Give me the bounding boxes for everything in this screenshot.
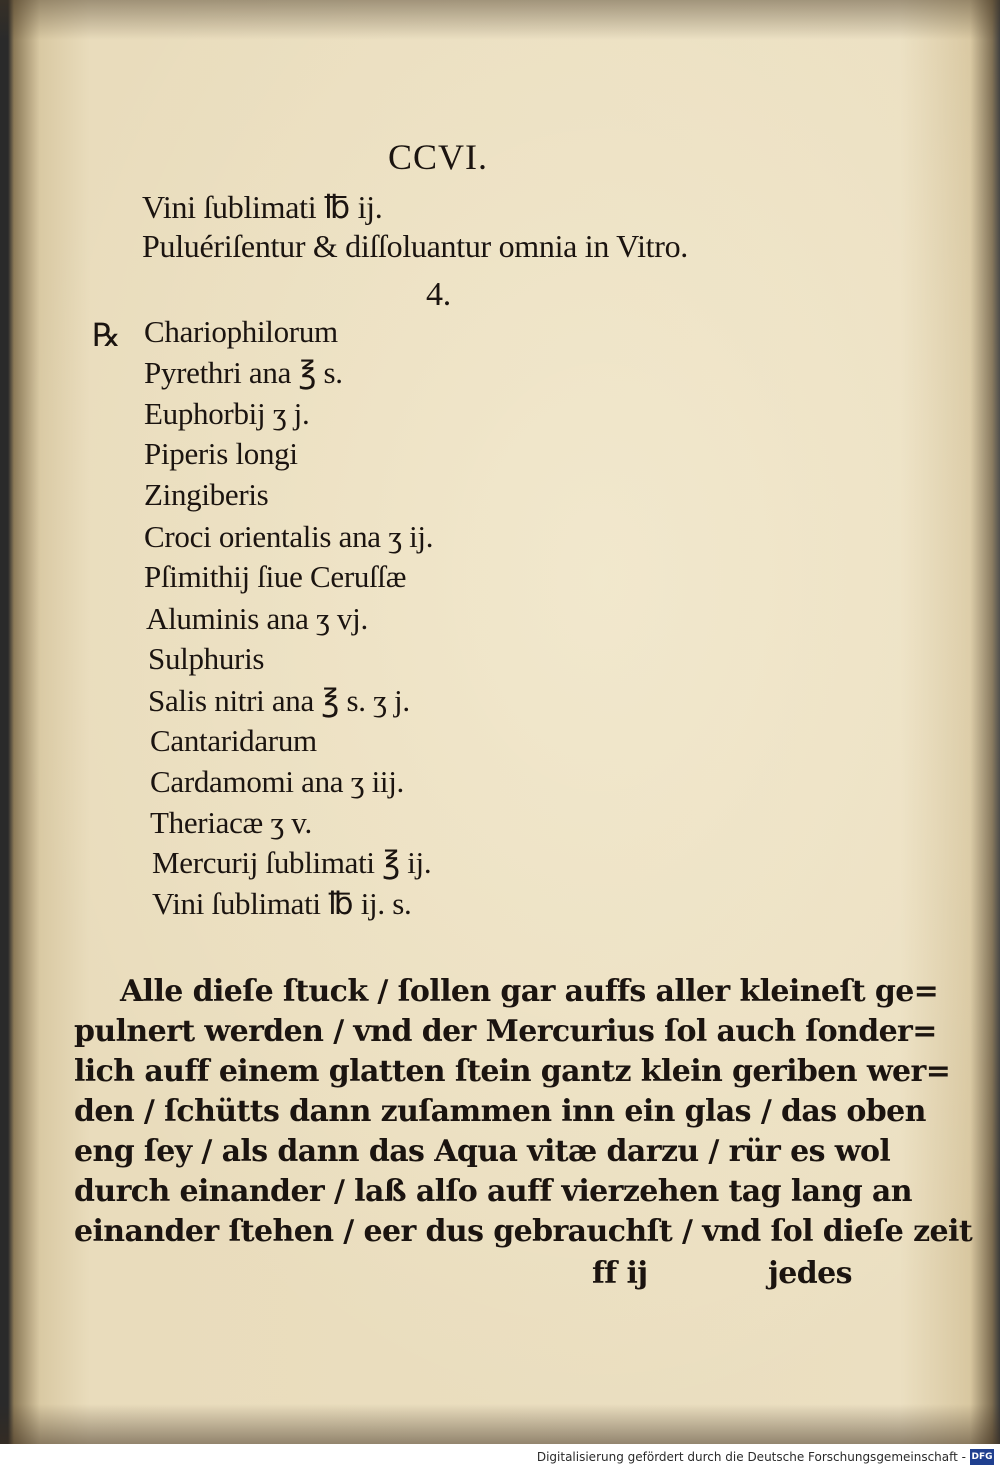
paragraph-line-1: Alle dieſe ſtuck / ſollen gar auffs aller kleineſt ge= <box>120 974 939 1009</box>
footer-bar <box>0 1444 1000 1472</box>
ingredient-line-4: Piperis longi <box>144 436 298 471</box>
paragraph-line-2: pulnert werden / vnd der Mercurius ſol auch ſonder= <box>74 1014 937 1049</box>
paragraph-line-7: einander ſtehen / eer dus gebrauchſt / vnd ſol dieſe zeit <box>74 1214 973 1249</box>
page-edge-shadow-bottom <box>0 1404 1000 1444</box>
funding-credit: Digitalisierung gefördert durch die Deutsche Forschungsgemeinschaft - <box>536 1450 966 1464</box>
ingredient-line-9: Sulphuris <box>148 641 265 676</box>
ingredient-line-1: Chariophilorum <box>144 314 338 349</box>
ingredient-line-13: Theriacæ ʒ v. <box>150 805 312 840</box>
recipe-symbol: ℞ <box>92 317 121 353</box>
recipe3-line-1: Vini ſublimati ℔ ij. <box>142 189 383 225</box>
catchword: jedes <box>768 1256 852 1291</box>
signature-mark: ff ij <box>592 1256 648 1291</box>
ingredient-line-6: Croci orientalis ana ʒ ij. <box>144 519 434 554</box>
ingredient-line-10: Salis nitri ana ℥ s. ʒ j. <box>148 683 410 718</box>
ingredient-line-3: Euphorbij ʒ j. <box>144 396 310 431</box>
ingredient-line-5: Zingiberis <box>144 477 269 512</box>
paragraph-line-5: eng ſey / als dann das Aqua vitæ darzu / rür es wol <box>74 1134 891 1169</box>
paragraph-line-6: durch einander / laß alſo auff vierzehen tag lang an <box>74 1174 912 1209</box>
paragraph-line-4: den / ſchütts dann zuſammen inn ein glas / das oben <box>74 1094 926 1129</box>
folio-number: CCVI. <box>388 137 489 177</box>
page-edge-shadow-top <box>0 0 1000 40</box>
ingredient-line-14: Mercurij ſublimati ℥ ij. <box>152 845 432 880</box>
dfg-logo-icon: DFG <box>970 1449 994 1465</box>
ingredient-line-2: Pyrethri ana ℥ s. <box>144 355 343 390</box>
ingredient-line-8: Aluminis ana ʒ vj. <box>146 601 368 636</box>
recipe3-line-2: Puluériſentur & diſſoluantur omnia in Vitro. <box>142 228 689 264</box>
recipe-number: 4. <box>426 276 451 313</box>
ingredient-line-7: Pſimithij ſiue Ceruſſæ <box>144 559 407 594</box>
ingredient-line-11: Cantaridarum <box>150 723 317 758</box>
paragraph-line-3: lich auff einem glatten ſtein gantz klein geriben wer= <box>74 1054 951 1089</box>
ingredient-line-15: Vini ſublimati ℔ ij. s. <box>152 886 412 921</box>
ingredient-line-12: Cardamomi ana ʒ iij. <box>150 764 404 799</box>
